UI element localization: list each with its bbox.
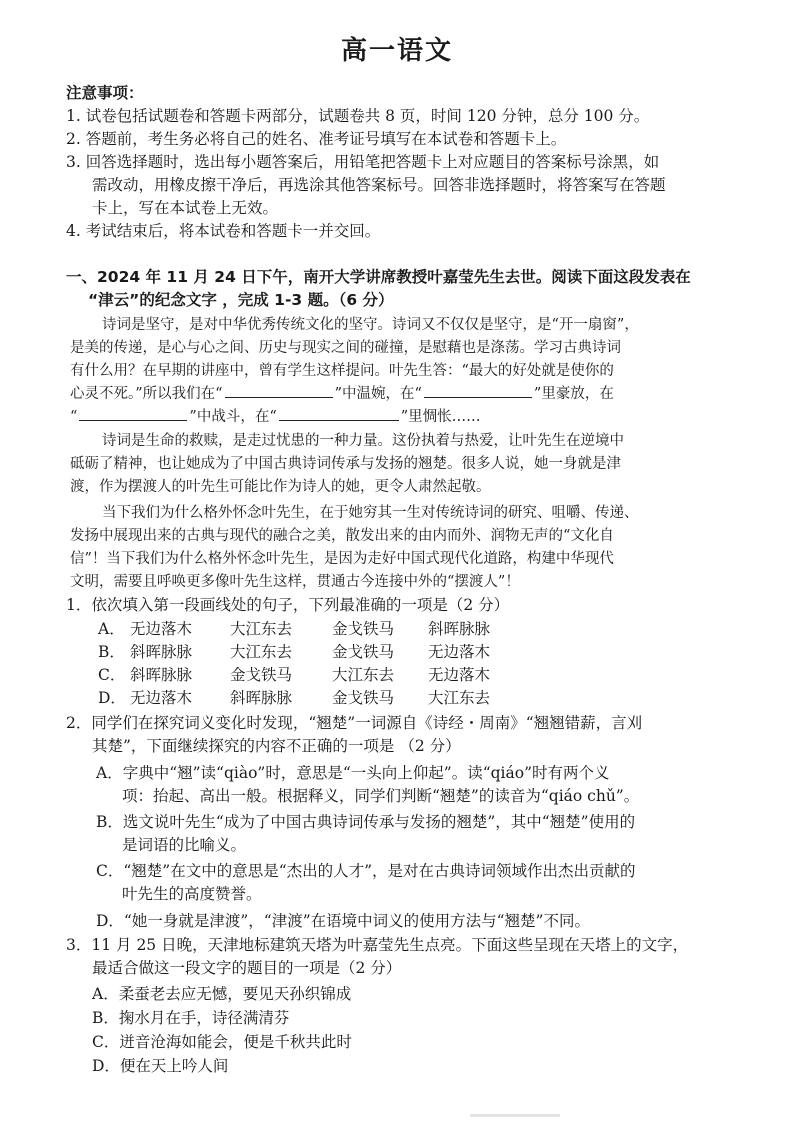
page-title: 高一语文 [340, 36, 453, 66]
notice-item: 4. 考试结束后，将本试卷和答题卡一并交回。 [66, 222, 381, 240]
passage-text: ”中战斗，在“ [189, 409, 277, 425]
notice-item: 需改动，用橡皮擦干净后，再选涂其他答案标号。回答非选择题时，将答案写在答题 [92, 176, 666, 194]
scan-smudge [470, 1114, 560, 1117]
q3-option-b: B．掬水月在手，诗径满清芬 [92, 1009, 290, 1027]
option-cell: 无边落木 [130, 620, 193, 638]
passage-line: 诗词是坚守，是对中华优秀传统文化的坚守。诗词又不仅仅是坚守，是“开一扇窗”， [102, 317, 639, 333]
option-cell: 大江东去 [428, 689, 491, 707]
option-cell: 大江东去 [230, 643, 293, 661]
option-cell: 斜晖脉脉 [230, 689, 293, 707]
notice-item: 卡上，写在本试卷上无效。 [92, 199, 279, 217]
option-cell: 无边落木 [428, 643, 491, 661]
option-cell: 大江东去 [332, 666, 395, 684]
q3-option-a: A．柔蚕老去应无憾，要见天孙织锦成 [92, 985, 352, 1003]
option-cell: 金戈铁马 [230, 666, 293, 684]
passage-line: 信”！当下我们为什么格外怀念叶先生，是因为走好中国式现代化道路，构建中华现代 [70, 551, 614, 567]
question-1-stem: 1．依次填入第一段画线处的句子，下列最准确的一项是（2 分） [66, 596, 510, 614]
passage-line: 文明，需要且呼唤更多像叶先生这样，贯通古今连接中外的“摆渡人”！ [70, 574, 520, 590]
question-3-stem: 3．11 月 25 日晚，天津地标建筑天塔为叶嘉莹先生点亮。下面这些呈现在天塔上的文字， [66, 936, 689, 954]
option-cell: 金戈铁马 [332, 689, 395, 707]
notice-heading: 注意事项： [66, 84, 144, 102]
passage-line: 渡，作为摆渡人的叶先生可能比作为诗人的她，更令人肃然起敬。 [70, 479, 491, 495]
passage-line: 砥砺了精神，也让她成为了中国古典诗词传承与发扬的翘楚。很多人说，她一身就是津 [70, 456, 621, 472]
q2-option-b: B．选文说叶先生“成为了中国古典诗词传承与发扬的翘楚”，其中“翘楚”使用的 [96, 813, 636, 831]
option-cell: 无边落木 [130, 689, 193, 707]
passage-line-with-blanks [70, 406, 481, 428]
passage-text: ”里豪放，在 [533, 386, 614, 402]
q2-option-a: A．字典中“翘”读“qiào”时，意思是“一头向上仰起”。读“qiáo”时有两个义 [96, 764, 610, 782]
option-cell: 斜晖脉脉 [428, 620, 491, 638]
question-2-stem: 2．同学们在探究词义变化时发现，“翘楚”一词源自《诗经・周南》“翘翘错薪，言刈 [66, 714, 643, 732]
option-cell: 无边落木 [428, 666, 491, 684]
q3-option-d: D．便在天上吟人间 [92, 1057, 229, 1075]
q2-option-c: C．“翘楚”在文中的意思是“杰出的人才”，是对在古典诗词领域作出杰出贡献的 [96, 862, 636, 880]
section-heading: “津云”的纪念文字 ，完成 1-3 题。（6 分） [88, 291, 394, 309]
passage-text: “ [70, 409, 78, 425]
answer-blank-1 [225, 383, 333, 398]
option-letter: D． [98, 689, 126, 707]
passage-line: 诗词是生命的救赎，是走过忧患的一种力量。这份执着与热爱，让叶先生在逆境中 [102, 433, 624, 449]
option-letter: B． [98, 643, 125, 661]
question-2-stem: 其楚”，下面继续探究的内容不正确的一项是 （2 分） [92, 737, 461, 755]
q2-option-c-cont: 叶先生的高度赞誉。 [122, 885, 262, 903]
notice-item: 3. 回答选择题时，选出每小题答案后，用铅笔把答题卡上对应题目的答案标号涂黑，如 [66, 153, 660, 171]
q2-option-a-cont: 项：抬起、高出一般。根据释义，同学们判断“翘楚”的读音为“qiáo chǔ”。 [122, 787, 640, 805]
question-3-stem: 最适合做这一段文字的题目的一项是（2 分） [92, 959, 402, 977]
notice-item: 2. 答题前，考生务必将自己的姓名、准考证号填写在本试卷和答题卡上。 [66, 130, 567, 148]
notice-item: 1. 试卷包括试题卷和答题卡两部分，试题卷共 8 页，时间 120 分钟，总分 100 分。 [66, 107, 650, 125]
q3-option-c: C．迸音沧海如能会，便是千秋共此时 [92, 1033, 352, 1051]
passage-line: 是美的传递，是心与心之间、历史与现实之间的碰撞，是慰藉也是涤荡。学习古典诗词 [70, 340, 621, 356]
passage-line: 当下我们为什么格外怀念叶先生，在于她穷其一生对传统诗词的研究、咀嚼、传递、 [102, 505, 639, 521]
answer-blank-2 [424, 383, 532, 398]
passage-text: ”中温婉，在“ [334, 386, 422, 402]
q2-option-b-cont: 是词语的比喻义。 [122, 836, 247, 854]
passage-line: 发扬中展现出来的古典与现代的融合之美，散发出来的由内而外、润物无声的“文化自 [70, 528, 614, 544]
option-letter: C． [98, 666, 126, 684]
passage-line: 有什么用？在早期的讲座中，曾有学生这样提问。叶先生答：“最大的好处就是使你的 [70, 363, 614, 379]
option-cell: 大江东去 [230, 620, 293, 638]
answer-blank-4 [279, 406, 399, 421]
passage-text: ”里惆怅…… [400, 409, 481, 425]
option-letter: A． [98, 620, 125, 638]
answer-blank-3 [79, 406, 187, 421]
passage-text: 心灵不死。”所以我们在“ [70, 386, 223, 402]
option-cell: 斜晖脉脉 [130, 666, 193, 684]
option-cell: 斜晖脉脉 [130, 643, 193, 661]
section-heading: 一、2024 年 11 月 24 日下午，南开大学讲席教授叶嘉莹先生去世。阅读下面这段发表在 [66, 268, 691, 286]
option-cell: 金戈铁马 [332, 620, 395, 638]
option-cell: 金戈铁马 [332, 643, 395, 661]
q2-option-d: D．“她一身就是津渡”，“津渡”在语境中词义的使用方法与“翘楚”不同。 [96, 912, 590, 930]
passage-line-with-blanks [70, 383, 614, 405]
